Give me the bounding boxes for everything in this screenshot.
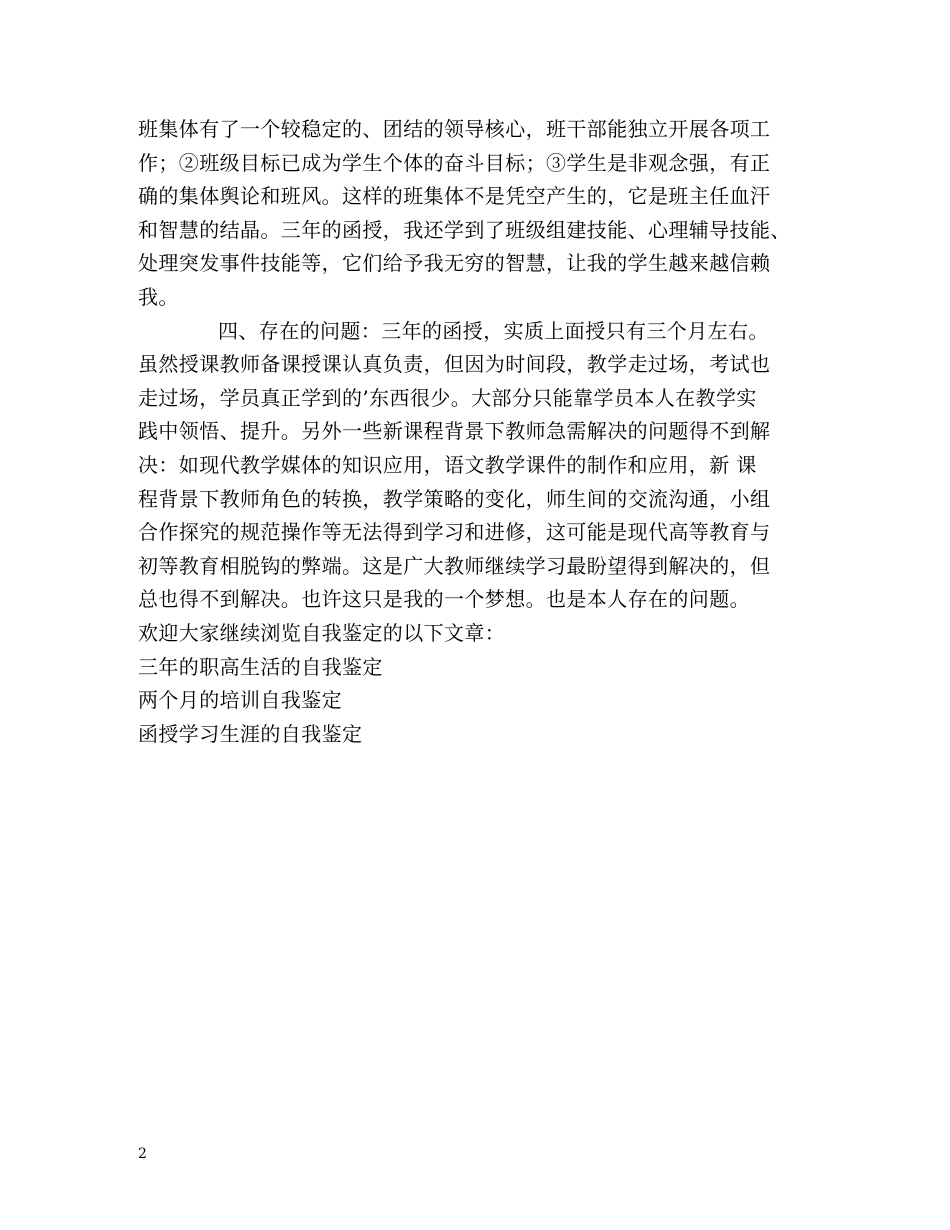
related-articles-list [138, 651, 828, 752]
text-line: 走过场，学员真正学到的’东西很少。大部分只能靠学员本人在教学实 [138, 385, 757, 410]
related-articles-intro: 欢迎大家继续浏览自我鉴定的以下文章： [138, 620, 506, 645]
text-line: 确的集体舆论和班风。这样的班集体不是凭空产生的，它是班主任血汗 [138, 184, 771, 209]
text-line: 班集体有了一个较稳定的、团结的领导核心，班干部能独立开展各项工 [138, 117, 771, 141]
document-body [138, 113, 828, 751]
paragraph-class-collective [138, 113, 828, 315]
text-line: 和智慧的结晶。三年的函授，我还学到了班级组建技能、心理辅导技能、 [138, 217, 791, 242]
text-line: 践中领悟、提升。另外一些新课程背景下教师急需解决的问题得不到解 [138, 419, 771, 444]
text-line: 四、存在的问题：三年的函授，实质上面授只有三个月左右。 [218, 318, 769, 343]
text-line: 总也得不到解决。也许这只是我的一个梦想。也是本人存在的问题。 [138, 587, 750, 612]
text-line: 决：如现代教学媒体的知识应用，语文教学课件的制作和应用，新 课 [138, 452, 757, 477]
text-line: 我。 [138, 284, 179, 309]
text-line: 程背景下教师角色的转换，教学策略的变化，师生间的交流沟通，小组 [138, 486, 771, 511]
text-line: 初等教育相脱钩的弊端。这是广大教师继续学习最盼望得到解决的，但 [138, 553, 771, 578]
related-article-link[interactable]: 三年的职高生活的自我鉴定 [138, 654, 383, 679]
related-article-link[interactable]: 两个月的培训自我鉴定 [138, 688, 342, 713]
text-line: 合作探究的规范操作等无法得到学习和进修，这可能是现代高等教育与 [138, 520, 771, 545]
paragraph-existing-problems [138, 315, 828, 617]
text-line: 作；②班级目标已成为学生个体的奋斗目标；③学生是非观念强，有正 [138, 150, 771, 175]
text-line: 虽然授课教师备课授课认真负责，但因为时间段，教学走过场，考试也 [138, 352, 771, 377]
page-number: 2 [138, 1146, 147, 1162]
text-line: 处理突发事件技能等，它们给予我无穷的智慧，让我的学生越来越信赖 [138, 251, 771, 276]
related-article-link[interactable]: 函授学习生涯的自我鉴定 [138, 721, 363, 746]
